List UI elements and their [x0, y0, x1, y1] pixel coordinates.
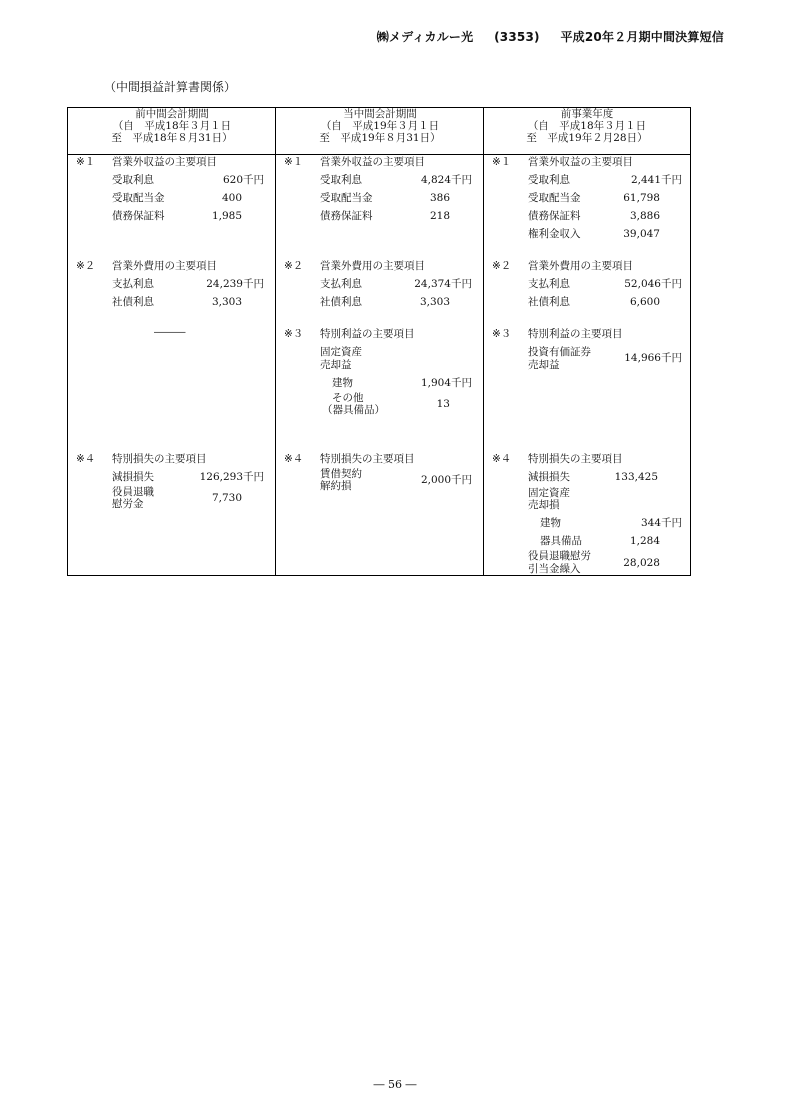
note-heading: 特別損失の主要項目 [112, 453, 207, 465]
item-value: 400 [221, 192, 242, 204]
item-label: 受取利息 [320, 174, 362, 186]
note-heading: 営業外収益の主要項目 [112, 156, 217, 168]
item-label: 固定資産 [528, 487, 570, 499]
period-from: （自 平成19年３月１日 [320, 120, 440, 132]
period-from: （自 平成18年３月１日 [112, 120, 232, 132]
note-mark: ※２ [492, 260, 512, 272]
item-label: 減損損失 [112, 471, 154, 483]
column-header-prior-fiscal-year [484, 108, 690, 155]
item-label: 債務保証料 [320, 210, 373, 222]
note-mark: ※２ [76, 260, 96, 272]
note-mark: ※１ [492, 156, 512, 168]
item-label: 受取配当金 [528, 192, 581, 204]
item-label: 支払利息 [320, 278, 362, 290]
column-divider [483, 108, 484, 575]
item-value: 6,600 [629, 296, 660, 308]
section-title: （中間損益計算書関係） [104, 80, 237, 94]
note-mark: ※４ [284, 453, 304, 465]
company-name: ㈱メディカルー光 [376, 30, 474, 44]
item-label: 社債利息 [112, 296, 154, 308]
item-value: 7,730 [211, 492, 242, 504]
item-value: 218 [429, 210, 450, 222]
note-heading: 営業外費用の主要項目 [320, 260, 425, 272]
item-label-line2: （器具備品） [322, 404, 385, 416]
column-header-current-interim [276, 108, 484, 155]
note-heading: 特別損失の主要項目 [320, 453, 415, 465]
item-value: 61,798 [623, 192, 660, 204]
item-label: 支払利息 [528, 278, 570, 290]
item-value: 344千円 [640, 517, 682, 529]
item-label: 受取配当金 [320, 192, 373, 204]
item-label: 社債利息 [320, 296, 362, 308]
item-label: 固定資産 [320, 346, 362, 358]
period-to: 至 平成19年８月31日） [319, 132, 441, 144]
item-value: 14,966千円 [624, 352, 682, 364]
item-label-line2: 引当金繰入 [528, 563, 581, 575]
column-title: 前事業年度 [560, 108, 614, 120]
item-value: 1,284 [629, 535, 660, 547]
item-value: 4,824千円 [420, 174, 472, 186]
item-label: 役員退職 [112, 486, 154, 498]
item-label: 投資有価証券 [528, 346, 591, 358]
column-divider [275, 108, 276, 575]
item-value: 3,303 [419, 296, 450, 308]
note-mark: ※４ [76, 453, 96, 465]
item-label-line2: 売却益 [320, 359, 352, 371]
column-title: 当中間会計期間 [343, 108, 417, 120]
item-label-line2: 売却益 [528, 359, 560, 371]
page-number: ― 56 ― [373, 1078, 417, 1091]
item-value: 28,028 [623, 557, 660, 569]
item-label: 支払利息 [112, 278, 154, 290]
item-label: 建物 [332, 377, 353, 389]
period-to: 至 平成19年２月28日） [526, 132, 648, 144]
item-label: 社債利息 [528, 296, 570, 308]
item-value: 126,293千円 [199, 471, 264, 483]
item-label: 債務保証料 [112, 210, 165, 222]
item-value: 39,047 [623, 228, 660, 240]
item-value: 386 [429, 192, 450, 204]
period-from: （自 平成18年３月１日 [527, 120, 647, 132]
item-value: 2,441千円 [630, 174, 682, 186]
item-label-line2: 慰労金 [112, 498, 144, 510]
period-to: 至 平成18年８月31日） [111, 132, 233, 144]
document-header [377, 28, 724, 45]
item-label: 受取利息 [528, 174, 570, 186]
column-header-prior-interim [68, 108, 276, 155]
document-title: 平成20年２月期中間決算短信 [560, 30, 724, 44]
item-value: 3,886 [629, 210, 660, 222]
note-heading: 営業外費用の主要項目 [528, 260, 633, 272]
company-code: (3353) [494, 30, 540, 44]
item-value: 52,046千円 [624, 278, 682, 290]
item-label: 役員退職慰労 [528, 550, 591, 562]
item-value: 13 [436, 398, 450, 410]
item-label: その他 [332, 392, 364, 404]
item-value: 133,425 [614, 471, 658, 483]
notes-table [67, 107, 691, 576]
item-value: 1,904千円 [420, 377, 472, 389]
item-label: 器具備品 [540, 535, 582, 547]
note-mark: ※１ [76, 156, 96, 168]
item-label: 減損損失 [528, 471, 570, 483]
item-value: 1,985 [211, 210, 242, 222]
no-entry-dash: ――― [154, 326, 186, 338]
item-label: 建物 [540, 517, 561, 529]
note-mark: ※３ [284, 328, 304, 340]
note-heading: 営業外費用の主要項目 [112, 260, 217, 272]
column-title: 前中間会計期間 [135, 108, 209, 120]
note-heading: 特別利益の主要項目 [320, 328, 415, 340]
item-value: 24,374千円 [414, 278, 472, 290]
item-value: 3,303 [211, 296, 242, 308]
item-label-line2: 売却損 [528, 499, 560, 511]
note-heading: 営業外収益の主要項目 [528, 156, 633, 168]
item-label: 賃借契約 [320, 468, 362, 480]
note-mark: ※４ [492, 453, 512, 465]
item-label: 権利金収入 [528, 228, 581, 240]
note-mark: ※３ [492, 328, 512, 340]
item-label-line2: 解約損 [320, 480, 352, 492]
item-value: 2,000千円 [420, 474, 472, 486]
note-mark: ※１ [284, 156, 304, 168]
item-label: 債務保証料 [528, 210, 581, 222]
item-value: 24,239千円 [206, 278, 264, 290]
note-heading: 特別利益の主要項目 [528, 328, 623, 340]
note-mark: ※２ [284, 260, 304, 272]
note-heading: 特別損失の主要項目 [528, 453, 623, 465]
item-label: 受取利息 [112, 174, 154, 186]
item-value: 620千円 [222, 174, 264, 186]
note-heading: 営業外収益の主要項目 [320, 156, 425, 168]
item-label: 受取配当金 [112, 192, 165, 204]
